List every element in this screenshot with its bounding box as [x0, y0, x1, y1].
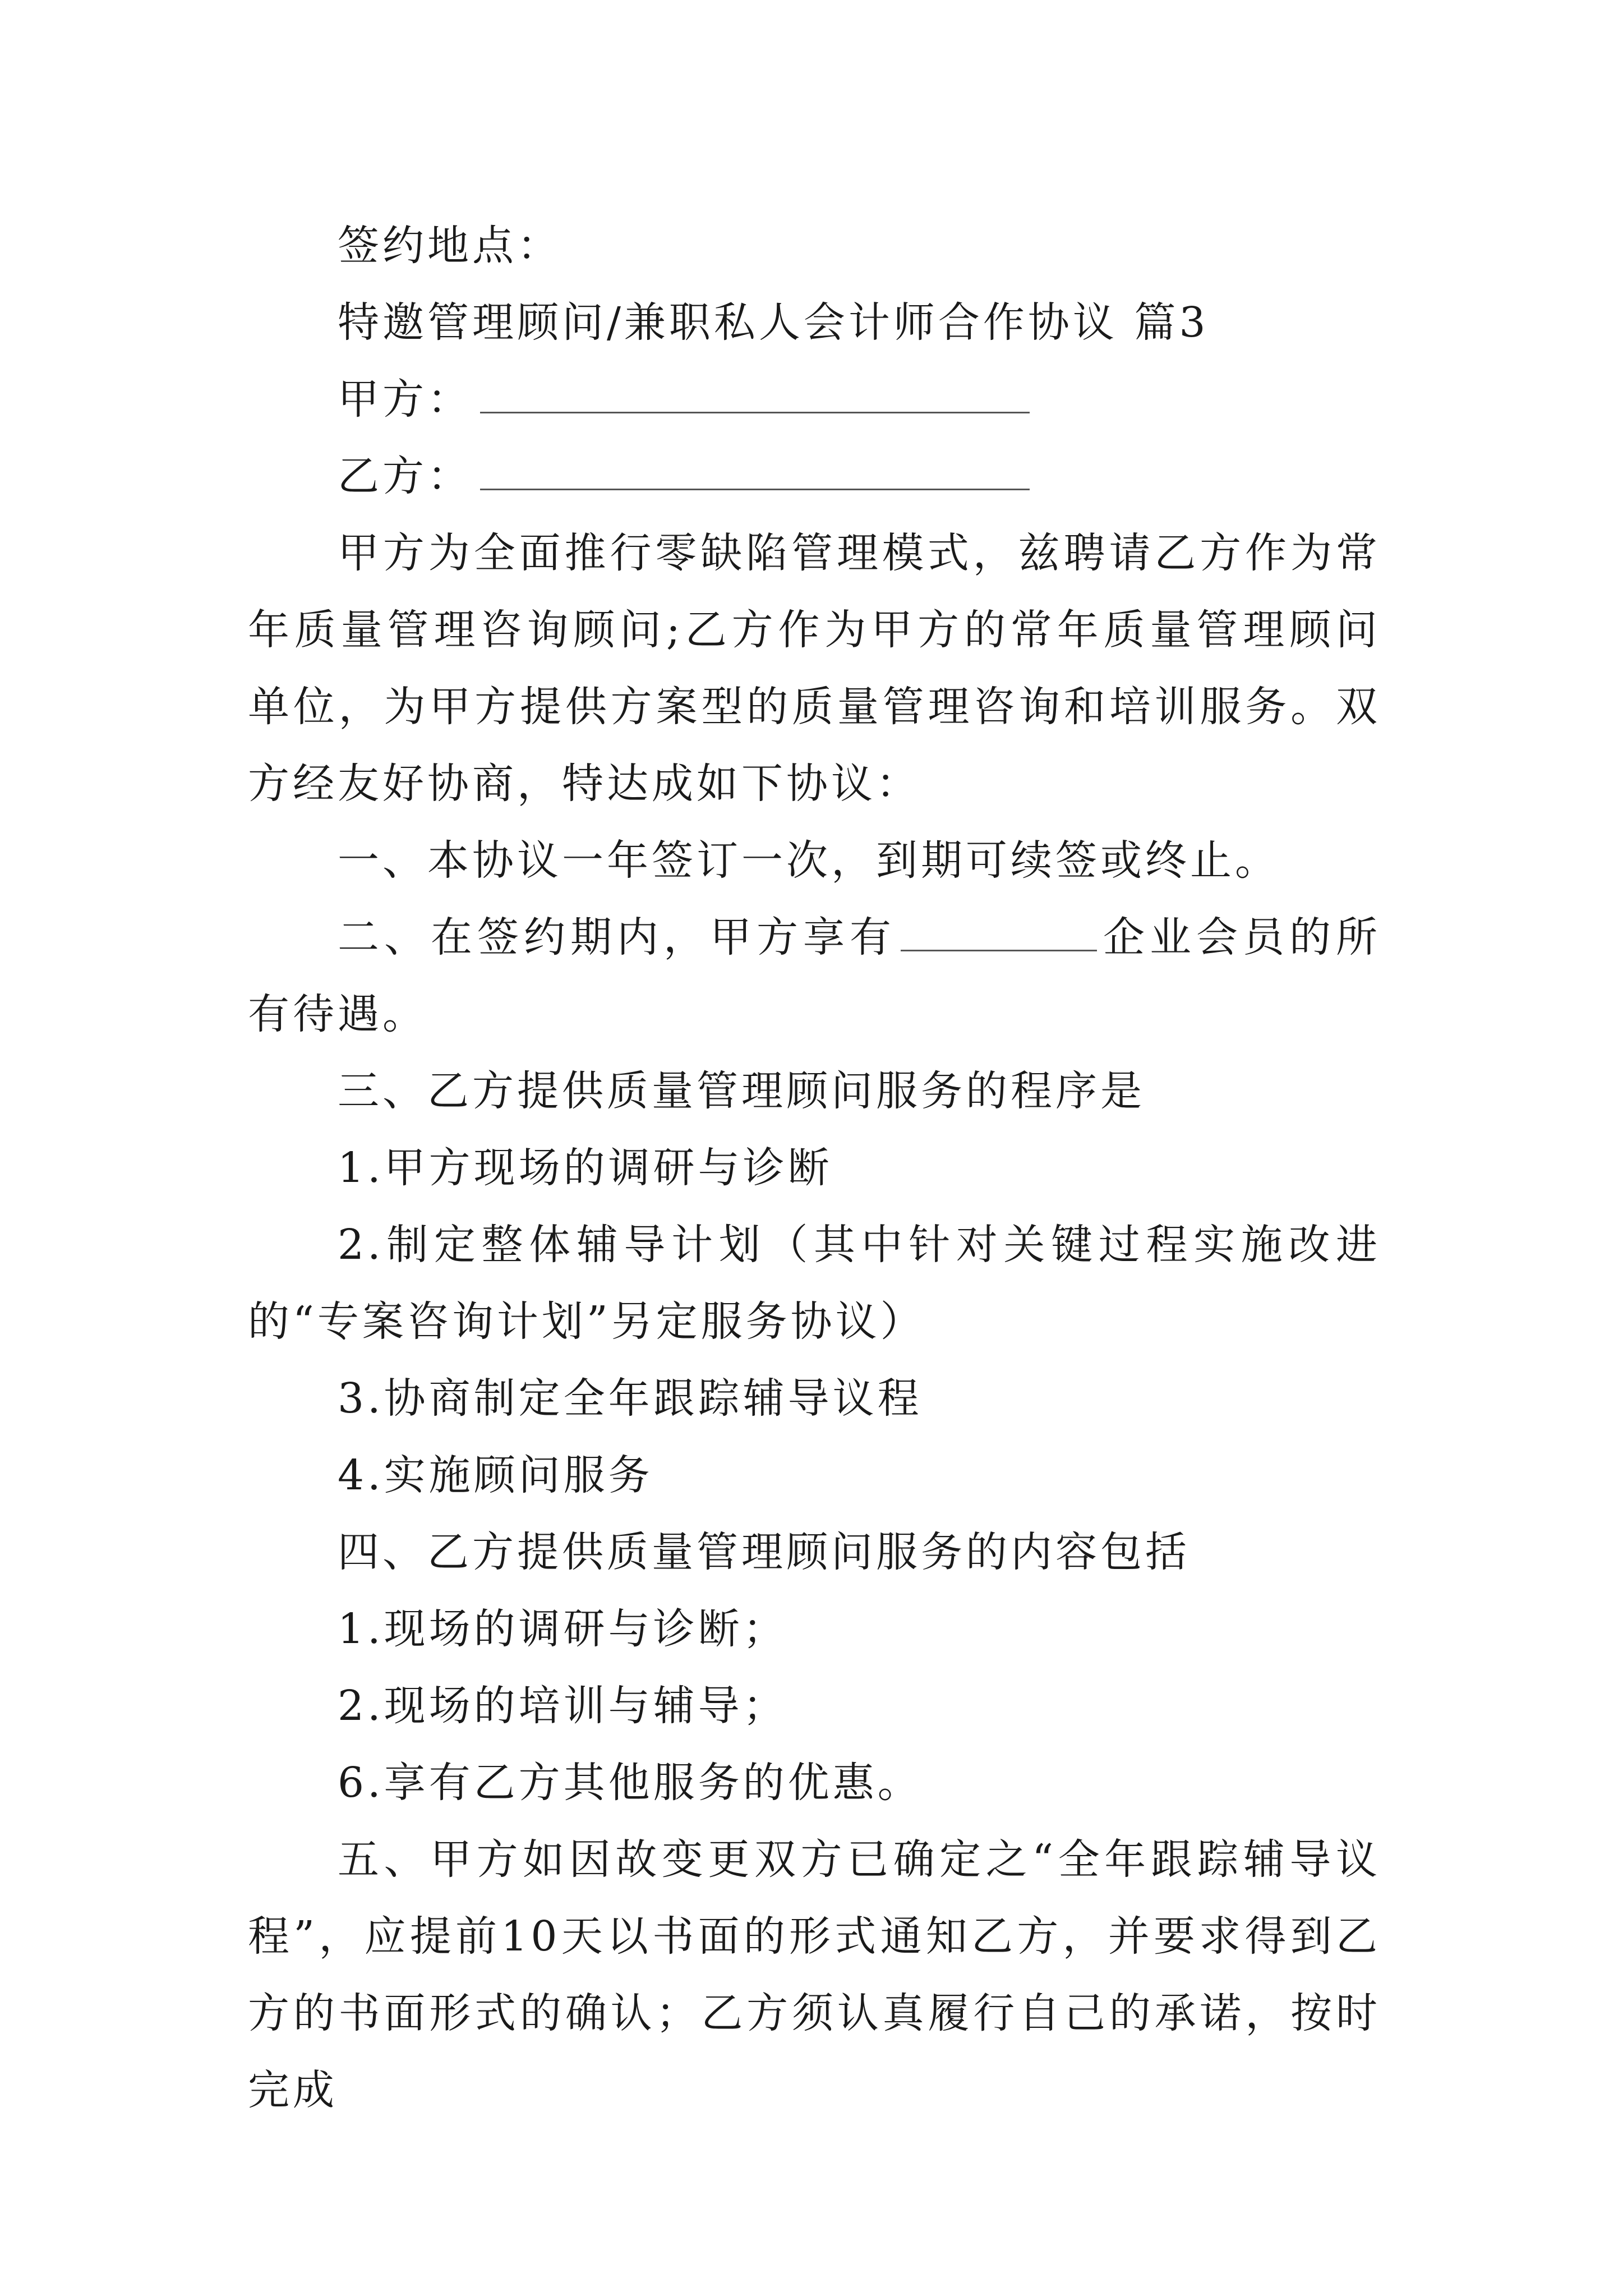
- document-body: [248, 208, 1381, 2129]
- clause-5: 五、甲方如因故变更双方已确定之“全年跟踪辅导议程”，应提前10天以书面的形式通知乙方，并要求得到乙方的书面形式的确认；乙方须认真履行自己的承诺，按时完成: [248, 1835, 1381, 2114]
- party-b-line: [248, 438, 1381, 515]
- clause-4-item-6: 6.享有乙方其他服务的优惠。: [338, 1759, 923, 1807]
- clause-3: 三、乙方提供质量管理顾问服务的程序是: [338, 1067, 1145, 1115]
- party-b-label: 乙方：: [338, 452, 472, 500]
- clause-2-pre: 二、在签约期内，甲方享有: [338, 913, 896, 961]
- clause-3-item-2: 2.制定整体辅导计划（其中针对关键过程实施改进的“专案咨询计划”另定服务协议）: [248, 1221, 1381, 1346]
- clause-3-item-3: 3.协商制定全年跟踪辅导议程: [338, 1374, 923, 1423]
- membership-blank: [901, 915, 1097, 951]
- clause-4-item-1: 1.现场的调研与诊断；: [338, 1605, 788, 1653]
- clause-4-item-2: 2.现场的培训与辅导；: [338, 1682, 788, 1730]
- clause-3-item-4: 4.实施顾问服务: [338, 1451, 653, 1499]
- party-a-label: 甲方：: [338, 375, 472, 424]
- clause-4: 四、乙方提供质量管理顾问服务的内容包括: [338, 1528, 1190, 1576]
- party-b-blank: [480, 454, 1030, 490]
- signing-place-line: 签约地点：: [338, 222, 562, 270]
- clause-2-post: 企业会员的所有待遇。: [248, 913, 1381, 1038]
- agreement-title: 特邀管理顾问/兼职私人会计师合作协议 篇3: [338, 298, 1209, 347]
- party-a-line: [248, 361, 1381, 438]
- party-a-blank: [480, 377, 1030, 413]
- clause-3-item-1: 1.甲方现场的调研与诊断: [338, 1144, 833, 1192]
- clause-1: 一、本协议一年签订一次，到期可续签或终止。: [338, 836, 1280, 885]
- clause-2: [248, 899, 1381, 1053]
- intro-paragraph: 甲方为全面推行零缺陷管理模式，兹聘请乙方作为常年质量管理咨询顾问;乙方作为甲方的常年质量管理顾问单位，为甲方提供方案型的质量管理咨询和培训服务。双方经友好协商，特达成如下协议：: [248, 529, 1381, 808]
